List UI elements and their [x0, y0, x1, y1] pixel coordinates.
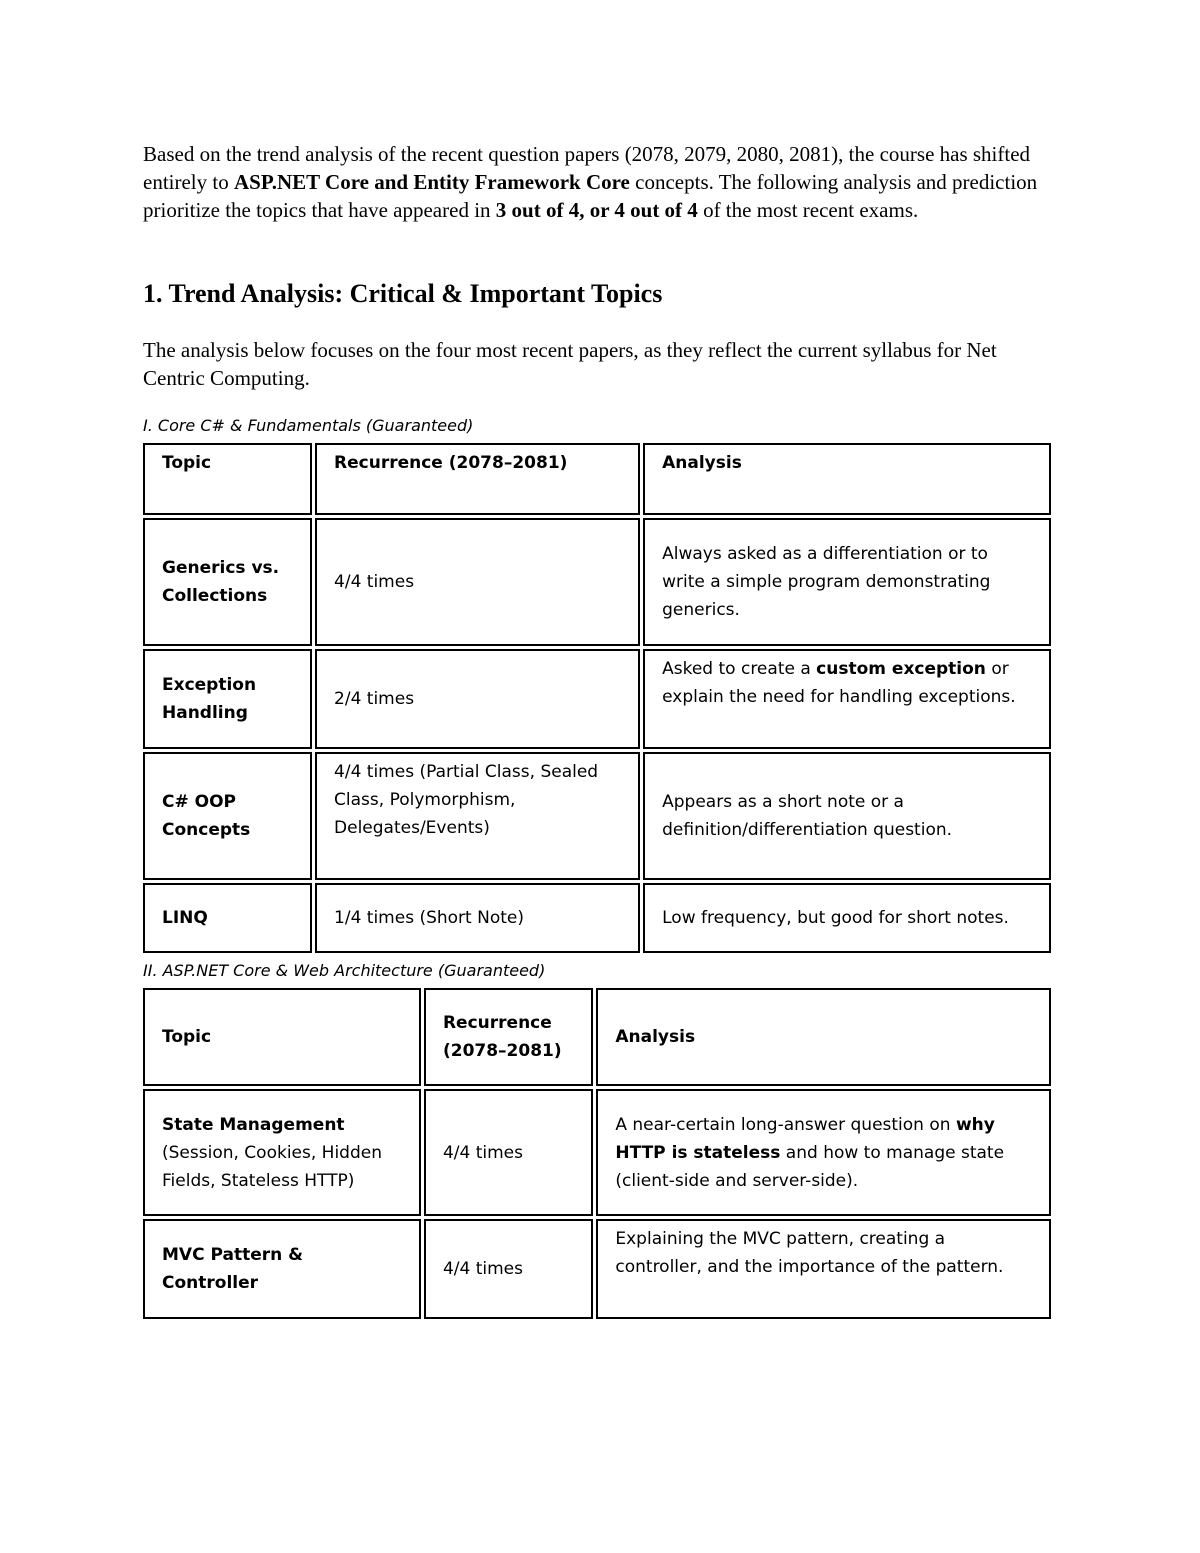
intro-text-1: Based on the trend analysis of the recent question papers (2078, 2079, 2080, 2081), the course has shifted entirely to — [143, 142, 1031, 194]
topic-cell: LINQ — [143, 883, 312, 953]
table-row — [143, 649, 1051, 749]
section-lead-paragraph: The analysis below focuses on the four most recent papers, as they reflect the current syllabus for Net Centric Computing. — [143, 338, 997, 390]
header-cell-topic: Topic — [143, 443, 312, 515]
analysis-cell: Low frequency, but good for short notes. — [643, 883, 1051, 953]
recurrence-cell: 4/4 times (Partial Class, Sealed Class, Polymorphism, Delegates/Events) — [315, 752, 640, 880]
recurrence-cell: 4/4 times — [315, 518, 640, 646]
header-cell-recurrence: Recurrence (2078–2081) — [424, 988, 593, 1086]
topic-cell: MVC Pattern & Controller — [143, 1219, 421, 1319]
topic-cell: Generics vs. Collections — [143, 518, 312, 646]
topic-cell: Exception Handling — [143, 649, 312, 749]
table-row — [143, 1219, 1051, 1319]
intro-bold-2: 3 out of 4, or 4 out of 4 — [495, 198, 698, 222]
analysis-cell: Explaining the MVC pattern, creating a controller, and the importance of the pattern. — [596, 1219, 1051, 1319]
core-csharp-table — [140, 440, 1054, 956]
recurrence-cell: 4/4 times — [424, 1089, 593, 1216]
intro-paragraph — [143, 140, 1057, 224]
table-row — [143, 752, 1051, 880]
recurrence-cell: 1/4 times (Short Note) — [315, 883, 640, 953]
document-page — [143, 140, 1057, 1293]
table-row — [143, 883, 1051, 953]
analysis-cell: A near-certain long-answer question on why HTTP is stateless and how to manage state (client-side and server-side). — [596, 1089, 1051, 1216]
intro-bold-1: ASP.NET Core and Entity Framework Core — [233, 170, 630, 194]
intro-text-2: concepts. The following analysis and prediction prioritize the topics that have appeared in — [143, 170, 1038, 222]
analysis-cell: Asked to create a custom exception or explain the need for handling exceptions. — [643, 649, 1051, 749]
topic-cell: C# OOP Concepts — [143, 752, 312, 880]
table1-caption: I. Core C# & Fundamentals (Guaranteed) — [143, 416, 474, 435]
analysis-cell: Appears as a short note or a definition/differentiation question. — [643, 752, 1051, 880]
topic-cell: State Management (Session, Cookies, Hidden Fields, Stateless HTTP) — [143, 1089, 421, 1216]
table-header-row — [143, 988, 1051, 1086]
recurrence-cell: 4/4 times — [424, 1219, 593, 1319]
header-cell-recurrence: Recurrence (2078–2081) — [315, 443, 640, 515]
header-cell-topic: Topic — [143, 988, 421, 1086]
header-cell-analysis: Analysis — [643, 443, 1051, 515]
recurrence-cell: 2/4 times — [315, 649, 640, 749]
table-header-row — [143, 443, 1051, 515]
table-row — [143, 1089, 1051, 1216]
section-heading: 1. Trend Analysis: Critical & Important Topics — [143, 279, 663, 308]
header-cell-analysis: Analysis — [596, 988, 1051, 1086]
intro-text-3: of the most recent exams. — [697, 198, 919, 222]
table-row — [143, 518, 1051, 646]
analysis-cell: Always asked as a differentiation or to write a simple program demonstrating generics. — [643, 518, 1051, 646]
aspnet-core-table — [140, 985, 1054, 1322]
table2-caption: II. ASP.NET Core & Web Architecture (Guaranteed) — [143, 961, 546, 980]
